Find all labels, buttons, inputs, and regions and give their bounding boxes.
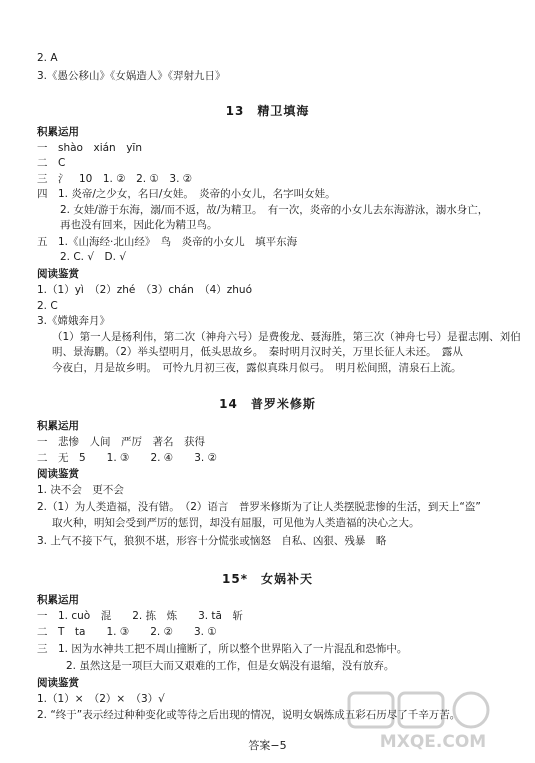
page-number: 答案−5 [248,739,287,752]
answer-line: 二 无 5 1. ③ 2. ④ 3. ② [37,452,217,464]
subsection-title: 积累运用 [37,420,79,432]
answer-line: 1. 决不会 更不会 [37,484,124,496]
answer-line: 3.《嫦娥奔月》 [37,315,111,327]
subsection-title: 阅读鉴赏 [37,677,79,689]
svg-text:MXQE.COM: MXQE.COM [379,732,487,752]
answer-line: 一 悲惨 人间 严厉 著名 获得 [37,436,205,448]
answer-line: 2. 虽然这是一项巨大而又艰难的工作，但是女娲没有退缩，没有放弃。 [66,660,395,672]
answer-line: 取火种，明知会受到严厉的惩罚，却没有屈服，可见他为人类造福的决心之大。 [52,517,420,529]
answer-line: （1）第一人是杨利伟，第二次（神舟六号）是费俊龙、聂海胜，第三次（神舟七号）是翟志刚、刘伯 [52,331,521,343]
answer-line: 1.（1）× （2）× （3）√ [37,693,165,705]
answer-line: 一 1. cuò 混 2. 拣 炼 3. tā 斩 [37,610,243,622]
answer-line: 3. 上气不接下气，狼狈不堪，形容十分慌张或恼怒 自私、凶狠、残暴 略 [37,535,387,547]
section-title: 13 精卫填海 [225,104,310,118]
subsection-title: 积累运用 [37,126,79,138]
answer-line: 今夜白，月是故乡明。 可怜九月初三夜，露似真珠月似弓。 明月松间照，清泉石上流。 [52,362,462,374]
subsection-title: 积累运用 [37,594,79,606]
answer-line: 2. C. √ D. √ [60,251,127,263]
subsection-title: 阅读鉴赏 [37,468,79,480]
answer-line: 2. C [37,300,58,312]
answer-line: 2.（1）为人类造福，没有错。 （2）语言 普罗米修斯为了让人类摆脱悲惨的生活，到天上“盗” [37,501,481,513]
section-title: 14 普罗米修斯 [219,397,316,411]
answer-line: 2. 女娃/游于东海，溺/而不返，故/为精卫。 有一次，炎帝的小女儿去东海游泳，溺水身亡， [60,204,489,216]
answer-line: 三 氵 10 1. ② 2. ① 3. ② [37,173,193,185]
answer-line: 一 shào xián yīn [37,142,142,154]
answer-line: 五 1.《山海经·北山经》 鸟 炎帝的小女儿 填平东海 [37,236,298,248]
section-title: 15* 女娲补天 [222,572,313,586]
answer-line: 四 1. 炎帝/之少女，名曰/女娃。 炎帝的小女儿，名字叫女娃。 [37,188,336,200]
answer-line: 再也没有回来，因此化为精卫鸟。 [60,219,218,231]
answer-line: 三 1. 因为水神共工把不周山撞断了，所以整个世界陷入了一片混乱和恐怖中。 [37,643,408,655]
answer-line: 3.《愚公移山》《女娲造人》《羿射九日》 [37,70,226,82]
answer-line: 二 C [37,157,66,169]
answer-line: 2. “终于”表示经过种种变化或等待之后出现的情况，说明女娲炼成五彩石历尽了千辛万苦。 [37,709,461,721]
answer-line: 1.（1）yì （2）zhé （3）chán （4）zhuó [37,284,253,296]
answer-line: 2. A [37,52,58,64]
answer-line: 二 T ta 1. ③ 2. ② 3. ① [37,626,217,638]
answer-line: 明、景海鹏。（2）举头望明月，低头思故乡。 秦时明月汉时关，万里长征人未还。 露从 [52,346,463,358]
subsection-title: 阅读鉴赏 [37,268,79,280]
